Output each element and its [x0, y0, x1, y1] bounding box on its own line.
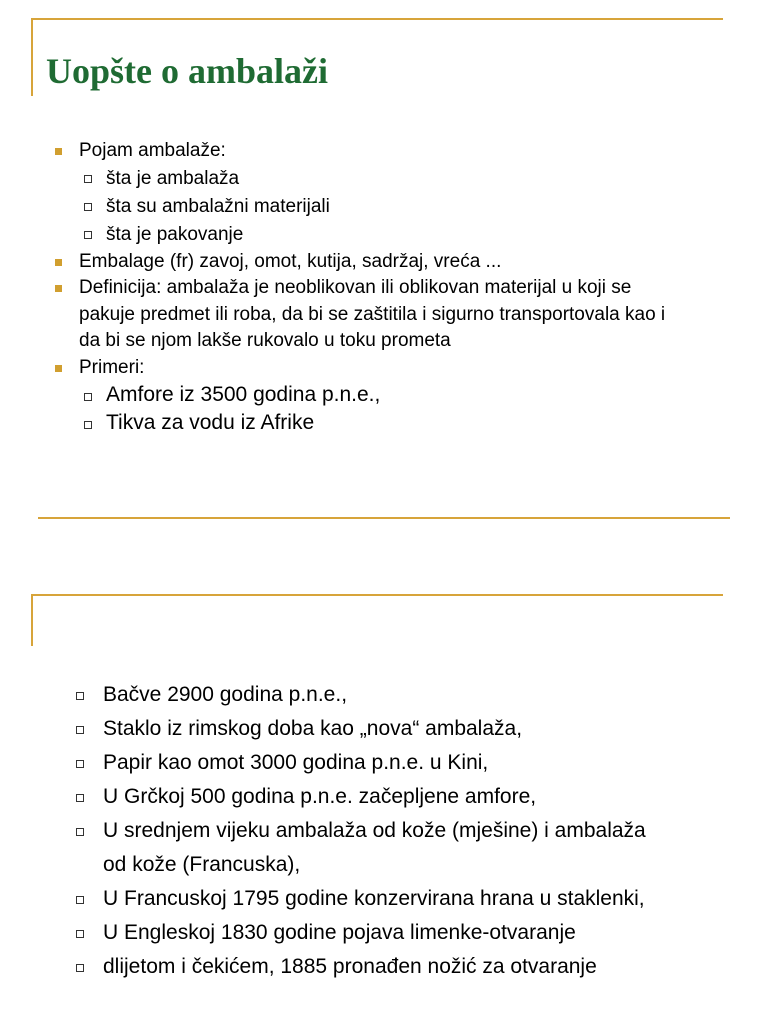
slide2-left-rule: [31, 594, 33, 646]
list-item: [48, 249, 688, 276]
hollow-square-bullet-icon: [84, 421, 92, 429]
list-item: [48, 165, 688, 193]
list-item: [63, 950, 653, 984]
list-item: [48, 381, 688, 409]
list-item: [48, 275, 688, 355]
list-item-text: šta je pakovanje: [106, 223, 244, 245]
list-item-text: U Engleskoj 1830 godine pojava limenke-otvaranje: [103, 921, 576, 944]
slide-separator: [38, 517, 730, 519]
square-bullet-icon: [55, 365, 62, 372]
hollow-square-bullet-icon: [76, 896, 84, 904]
hollow-square-bullet-icon: [76, 930, 84, 938]
list-item: [63, 780, 653, 814]
list-item-text: U srednjem vijeku ambalaža od kože (mješine) i ambalaža od kože (Francuska),: [103, 819, 646, 876]
hollow-square-bullet-icon: [84, 203, 92, 211]
list-item: [48, 409, 688, 437]
slide1-top-rule: [31, 18, 723, 20]
slide2-top-rule: [31, 594, 723, 596]
list-item: [63, 882, 653, 916]
hollow-square-bullet-icon: [76, 794, 84, 802]
list-item-text: Primeri:: [79, 356, 145, 378]
list-item-text: Definicija: ambalaža je neoblikovan ili oblikovan materijal u koji se pakuje predmet ili roba, da bi se zaštitila i sigurno transportovala kao i da bi se njom lakše rukovalo u toku prometa: [79, 277, 666, 351]
list-item-text: Bačve 2900 godina p.n.e.,: [103, 683, 348, 706]
list-item: [63, 678, 653, 712]
list-item-text: U Grčkoj 500 godina p.n.e. začepljene amfore,: [103, 785, 537, 808]
list-item: [48, 221, 688, 249]
list-item: [48, 355, 688, 382]
slide2-bullet-list: [63, 678, 653, 984]
hollow-square-bullet-icon: [76, 964, 84, 972]
list-item-text: Embalage (fr) zavoj, omot, kutija, sadržaj, vreća ...: [79, 250, 502, 272]
hollow-square-bullet-icon: [76, 760, 84, 768]
list-item-text: dlijetom i čekićem, 1885 pronađen nožić za otvaranje: [103, 955, 597, 978]
list-item-text: šta su ambalažni materijali: [106, 195, 330, 217]
hollow-square-bullet-icon: [84, 393, 92, 401]
square-bullet-icon: [55, 285, 62, 292]
list-item: [63, 814, 653, 882]
list-item: [48, 138, 688, 165]
list-item-text: U Francuskoj 1795 godine konzervirana hrana u staklenki,: [103, 887, 645, 910]
list-item: [63, 712, 653, 746]
list-item-text: šta je ambalaža: [106, 167, 240, 189]
hollow-square-bullet-icon: [76, 828, 84, 836]
slide-title: Uopšte o ambalaži: [46, 51, 328, 91]
hollow-square-bullet-icon: [76, 726, 84, 734]
list-item: [48, 193, 688, 221]
slide1-bullet-list: [48, 138, 688, 437]
hollow-square-bullet-icon: [84, 175, 92, 183]
list-item-text: Staklo iz rimskog doba kao „nova“ ambalaža,: [103, 717, 523, 740]
hollow-square-bullet-icon: [76, 692, 84, 700]
list-item-text: Papir kao omot 3000 godina p.n.e. u Kini,: [103, 751, 489, 774]
hollow-square-bullet-icon: [84, 231, 92, 239]
list-item: [63, 746, 653, 780]
list-item-text: Pojam ambalaže:: [79, 140, 226, 161]
square-bullet-icon: [55, 259, 62, 266]
list-item: [63, 916, 653, 950]
slide1-left-rule: [31, 18, 33, 96]
list-item-text: Amfore iz 3500 godina p.n.e.,: [106, 383, 381, 406]
square-bullet-icon: [55, 148, 62, 155]
list-item-text: Tikva za vodu iz Afrike: [106, 411, 315, 434]
